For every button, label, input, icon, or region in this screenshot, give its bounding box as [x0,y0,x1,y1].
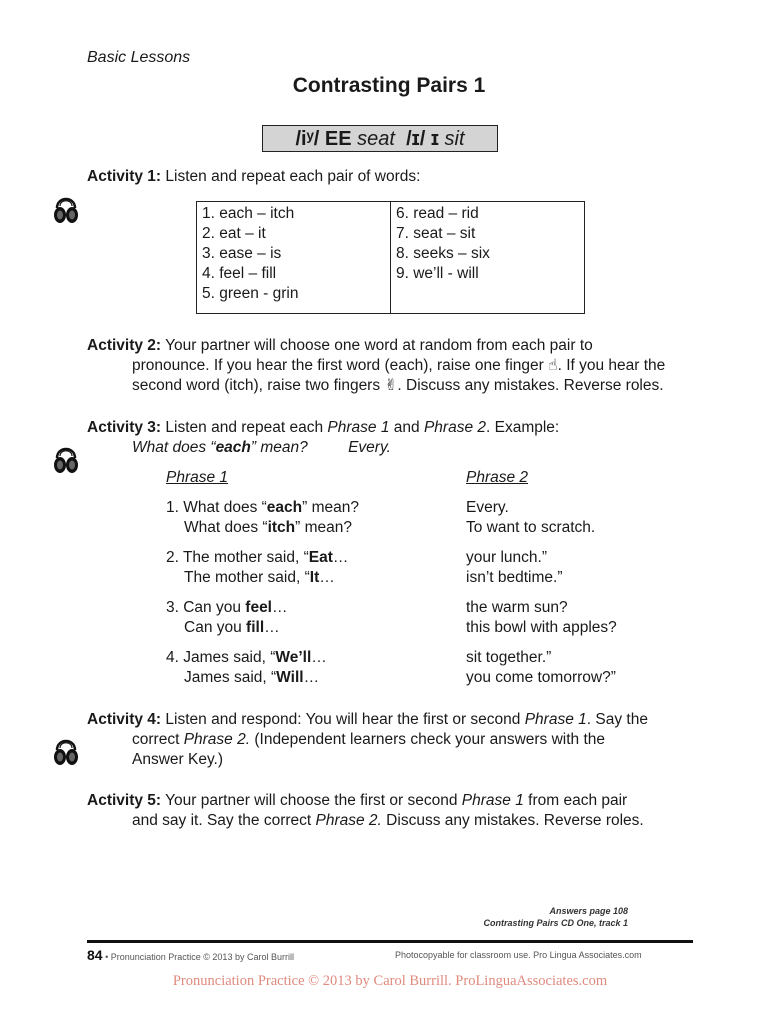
symbol-i: /ɪ/ [406,128,426,150]
pairs-right-column [391,202,585,314]
footer-left [87,947,294,963]
activity-4: Activity 4: Listen and respond: You will hear the first or second Phrase 1. Say the correct Phrase 2. (Independent learners check your answers with the Answer Key.) [87,711,648,768]
page-title: Contrasting Pairs 1 [292,74,486,97]
activity-label: Activity 5: [87,792,162,809]
phrase-row: 2. The mother said, “Eat… The mother said, “It… [166,549,349,586]
sound-box [262,125,498,152]
answer-notes [483,905,628,929]
symbol-ee: /iʸ/ [295,128,320,150]
headphones-icon [52,440,80,476]
activity-label: Activity 2: [87,337,162,354]
activity-label: Activity 3: [87,419,162,436]
headphones-icon [52,732,80,768]
word-pair: 9. we’ll - will [396,265,479,282]
phrase-row: 1. What does “each” mean? What does “itch” mean? [166,499,360,536]
word-pair: 8. seeks – six [396,245,490,262]
headphones-icon [52,190,80,226]
word-sit: sit [444,128,465,150]
activity-5: Activity 5: Your partner will choose the first or second Phrase 1 from each pair and say it. Say the correct Phrase 2. Discuss any mistakes. Reverse roles. [87,792,644,829]
phrase-row: 4. James said, “We’ll… James said, “Will… [166,649,327,686]
pairs-left-column [197,202,391,314]
word-pair: 4. feel – fill [202,265,277,282]
section-label: Basic Lessons [87,49,191,66]
phrase-response: the warm sun? this bowl with apples? [466,599,617,636]
cd-track-note: Contrasting Pairs CD One, track 1 [483,918,628,928]
word-pair: 2. eat – it [202,225,266,242]
activity-label: Activity 1: [87,168,162,185]
ee-label: EE [324,128,352,150]
activity-text: Your partner will choose one word at random from each pair to [165,337,593,354]
activity-3: Activity 3: Listen and repeat each Phrase 1 and Phrase 2. Example: What does “each” mean? Every. [87,419,560,456]
watermark: Pronunciation Practice © 2013 by Carol Burrill. ProLinguaAssociates.com [172,973,608,989]
activity-label: Activity 4: [87,711,162,728]
phrase2-column [466,468,528,488]
answers-page-note: Answers page 108 [549,906,628,916]
activity-2 [87,336,707,396]
example: What does “each” mean? Every. [132,439,391,456]
word-pairs-table [196,201,585,314]
i-label: ɪ [430,128,439,150]
activity-text: second word (itch), raise two fingers ✌. Discuss any mistakes. Reverse roles. [132,377,664,394]
phrase-response: sit together.” you come tomorrow?” [466,649,616,686]
activity-1 [87,167,420,187]
phrase-row: 3. Can you feel… Can you fill… [166,599,288,636]
photocopy-note: Photocopyable for classroom use. Pro Lingua Associates.com [395,950,642,960]
footer-divider [87,940,693,943]
activity-text: Listen and repeat each pair of words: [165,168,421,185]
phrase1-heading: Phrase 1 [166,469,229,486]
phrase-response: your lunch.” isn’t bedtime.” [466,549,563,586]
word-seat: seat [357,128,395,150]
copyright: • Pronunciation Practice © 2013 by Carol Burrill [105,952,294,962]
page-number: 84 [87,947,103,963]
word-pair: 6. read – rid [396,205,479,222]
word-pair: 7. seat – sit [396,225,476,242]
word-pair: 1. each – itch [202,205,295,222]
phrase2-heading: Phrase 2 [466,469,529,486]
phrase-response: Every. To want to scratch. [466,499,596,536]
word-pair: 3. ease – is [202,245,282,262]
phrase1-column [166,468,228,488]
activity-text: pronounce. If you hear the first word (each), raise one finger ☝. If you hear the [132,357,666,374]
word-pair: 5. green - grin [202,285,299,302]
